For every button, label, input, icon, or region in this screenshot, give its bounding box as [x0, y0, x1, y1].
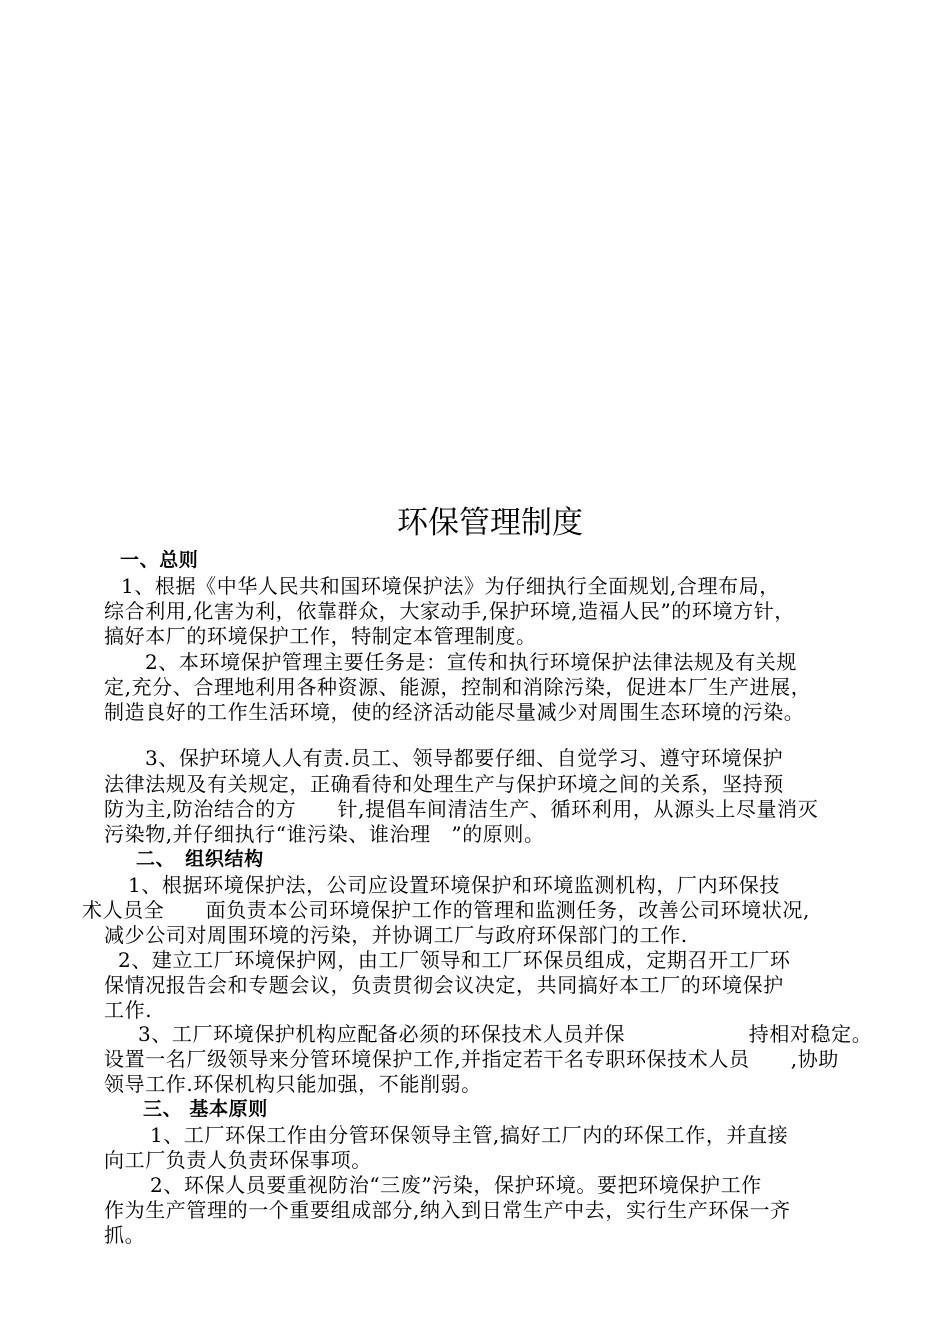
paragraph-line: 工作. [104, 998, 153, 1022]
paragraph-line: 1、根据《中华人民共和国环境保护法》为仔细执行全面规划,合理布局， [121, 574, 780, 598]
paragraph-line: 制造良好的工作生活环境，使的经济活动能尽量减少对周围生态环境的污染。 [104, 700, 805, 724]
paragraph-line: 术人员全 面负责本公司环境保护工作的管理和监测任务，改善公司环境状况, [82, 898, 810, 922]
section-heading-principles: 三、 基本原则 [143, 1098, 268, 1120]
paragraph-line: 污染物,并仔细执行“谁污染、谁治理 ”的原则。 [104, 822, 545, 846]
paragraph-line: 1、工厂环保工作由分管环保领导主管,搞好工厂内的环保工作，并直接 [150, 1123, 789, 1147]
paragraph-line: 搞好本厂的环境保护工作，特制定本管理制度。 [104, 624, 537, 648]
paragraph-line: 作为生产管理的一个重要组成部分,纳入到日常生产中去，实行生产环保一齐 [104, 1198, 791, 1222]
paragraph-line: 减少公司对周围环境的污染，并协调工厂与政府环保部门的工作. [104, 923, 688, 947]
section-heading-general: 一、总则 [120, 549, 199, 571]
section-heading-organization: 二、 组织结构 [136, 848, 264, 870]
document-title: 环保管理制度 [397, 505, 583, 541]
paragraph-line: 保情况报告会和专题会议，负责贯彻会议决定，共同搞好本工厂的环境保护 [104, 973, 784, 997]
paragraph-line: 向工厂负责人负责环保事项。 [104, 1148, 372, 1172]
paragraph-line: 3、保护环境人人有责.员工、领导都要仔细、自觉学习、遵守环境保护 [145, 746, 784, 770]
paragraph-line: 1、根据环境保护法，公司应设置环境保护和环境监测机构，厂内环保技 [128, 873, 780, 897]
paragraph-line: 防为主,防治结合的方 针,提倡车间清洁生产、循环利用，从源头上尽量消灭 [104, 797, 819, 821]
paragraph-line: 综合利用,化害为利，依靠群众，大家动手,保护环境,造福人民”的环境方针， [104, 599, 795, 623]
paragraph-line: 设置一名厂级领导来分管环境保护工作,并指定若干名专职环保技术人员 ,协助 [104, 1047, 839, 1071]
paragraph-line: 2、建立工厂环境保护网，由工厂领导和工厂环保员组成，定期召开工厂环 [118, 948, 791, 972]
paragraph-line: 定,充分、合理地利用各种资源、能源，控制和消除污染，促进本厂生产进展， [104, 675, 812, 699]
paragraph-line: 2、本环境保护管理主要任务是：宣传和执行环境保护法律法规及有关规 [145, 650, 797, 674]
paragraph-line: 3、工厂环境保护机构应配备必须的环保技术人员并保 持相对稳定。 [138, 1022, 873, 1046]
paragraph-line: 法律法规及有关规定，正确看待和处理生产与保护环境之间的关系，坚持预 [104, 772, 784, 796]
paragraph-line: 领导工作.环保机构只能加强，不能削弱。 [104, 1072, 482, 1096]
paragraph-line: 2、环保人员要重视防治“三废”污染，保护环境。要把环境保护工作 [150, 1173, 762, 1197]
paragraph-line: 抓。 [104, 1223, 146, 1247]
